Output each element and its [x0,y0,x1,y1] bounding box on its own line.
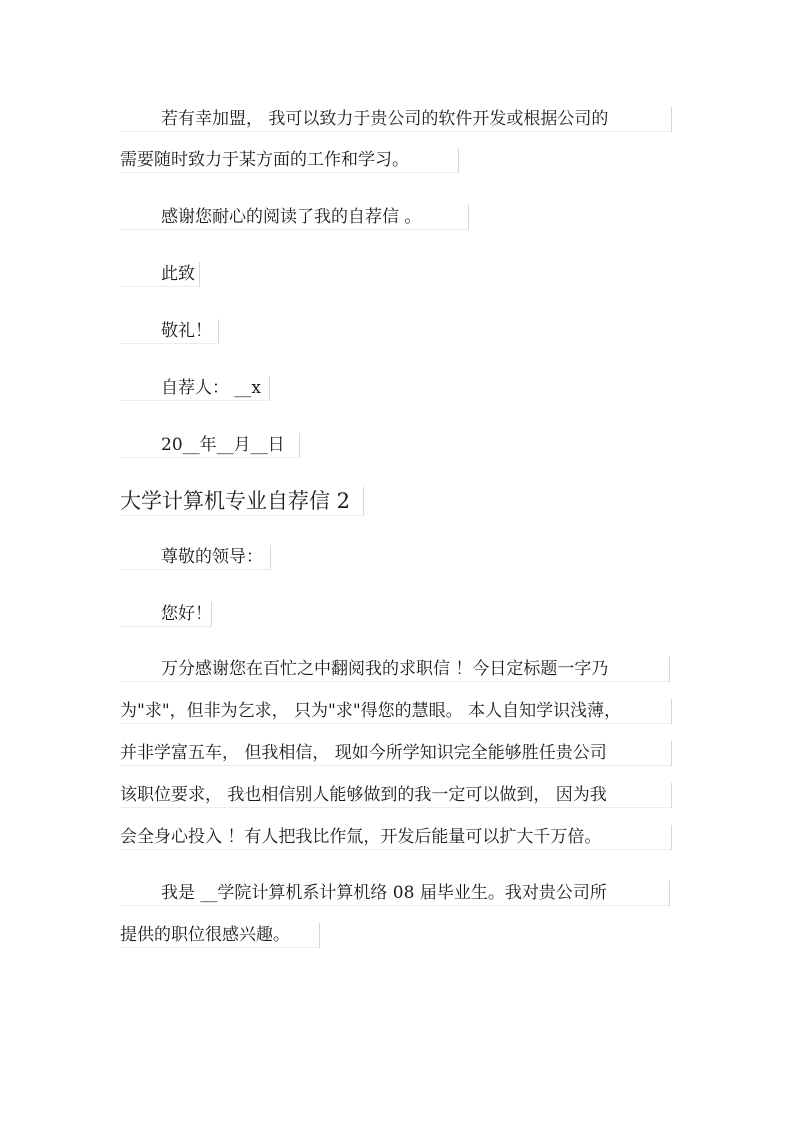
greeting-line: 尊敬的领导： [120,545,271,570]
paragraph-line: 需要随时致力于某方面的工作和学习。 [120,148,459,173]
paragraph-line: 并非学富五车， 但我相信， 现如今所学知识完全能够胜任贵公司 [120,741,672,766]
paragraph-line: 提供的职位很感兴趣。 [120,923,320,948]
salutation-line: 敬礼！ [120,319,219,344]
closing-line: 此致 [120,262,200,287]
date-line: 20__年__月__日 [120,433,300,458]
signature-line: 自荐人： __x [120,376,270,401]
paragraph-line: 感谢您耐心的阅读了我的自荐信 。 [120,205,469,230]
section-title: 大学计算机专业自荐信 2 [120,487,364,516]
greeting-line: 您好！ [120,602,212,627]
paragraph-line: 万分感谢您在百忙之中翻阅我的求职信 ！今日定标题一字乃 [120,657,670,682]
paragraph-line: 若有幸加盟， 我可以致力于贵公司的软件开发或根据公司的 [120,107,672,132]
paragraph-line: 我是 __学院计算机系计算机络 08 届毕业生。我对贵公司所 [120,881,670,906]
paragraph-line: 会全身心投入 ！有人把我比作氚，开发后能量可以扩大千万倍。 [120,825,672,850]
paragraph-line: 为"求"，但非为乞求， 只为"求"得您的慧眼。 本人自知学识浅薄， [120,699,672,724]
paragraph-line: 该职位要求， 我也相信别人能够做到的我一定可以做到， 因为我 [120,783,672,808]
